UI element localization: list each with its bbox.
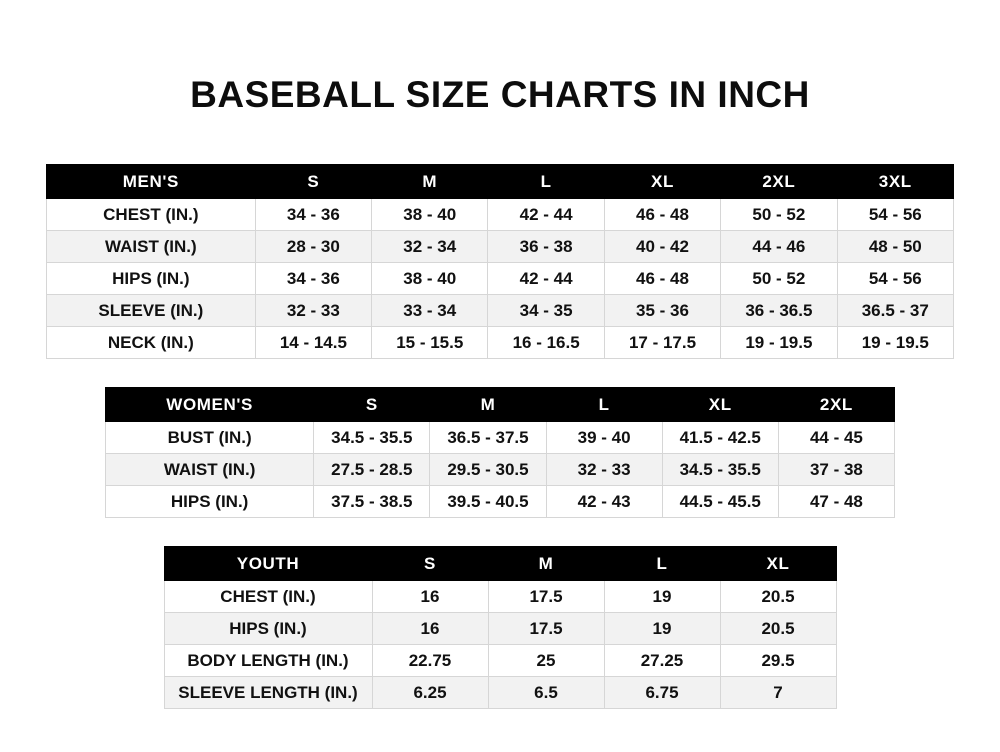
- table-cell: 19: [604, 613, 720, 645]
- column-header: L: [546, 388, 662, 422]
- table-cell: 20.5: [720, 613, 836, 645]
- table-cell: 40 - 42: [604, 231, 720, 263]
- table-cell: 22.75: [372, 645, 488, 677]
- row-label: WAIST (IN.): [106, 454, 314, 486]
- table-row: [47, 263, 954, 295]
- table-cell: 44 - 46: [721, 231, 837, 263]
- row-label: BUST (IN.): [106, 422, 314, 454]
- table-cell: 39 - 40: [546, 422, 662, 454]
- womens-size-table: [105, 387, 895, 518]
- table-cell: 17.5: [488, 613, 604, 645]
- table-cell: 36 - 38: [488, 231, 604, 263]
- table-cell: 42 - 44: [488, 263, 604, 295]
- row-label: CHEST (IN.): [47, 199, 256, 231]
- table-cell: 27.25: [604, 645, 720, 677]
- mens-size-table: [46, 164, 954, 359]
- table-cell: 50 - 52: [721, 199, 837, 231]
- row-label: HIPS (IN.): [47, 263, 256, 295]
- table-cell: 29.5: [720, 645, 836, 677]
- table-cell: 17 - 17.5: [604, 327, 720, 359]
- column-header: M: [488, 547, 604, 581]
- column-header: M: [430, 388, 546, 422]
- table-cell: 36.5 - 37.5: [430, 422, 546, 454]
- table-cell: 42 - 44: [488, 199, 604, 231]
- table-cell: 32 - 33: [546, 454, 662, 486]
- row-label: SLEEVE LENGTH (IN.): [164, 677, 372, 709]
- table-header-row: [47, 165, 954, 199]
- column-header: XL: [720, 547, 836, 581]
- table-row: [164, 613, 836, 645]
- row-label: WAIST (IN.): [47, 231, 256, 263]
- table-cell: 48 - 50: [837, 231, 953, 263]
- table-row: [164, 677, 836, 709]
- table-cell: 6.5: [488, 677, 604, 709]
- table-cell: 32 - 33: [255, 295, 371, 327]
- table-cell: 34 - 35: [488, 295, 604, 327]
- column-header: WOMEN'S: [106, 388, 314, 422]
- table-cell: 38 - 40: [372, 263, 488, 295]
- table-cell: 54 - 56: [837, 263, 953, 295]
- table-cell: 20.5: [720, 581, 836, 613]
- table-row: [164, 581, 836, 613]
- table-cell: 16: [372, 613, 488, 645]
- table-cell: 46 - 48: [604, 199, 720, 231]
- table-cell: 44 - 45: [778, 422, 894, 454]
- row-label: CHEST (IN.): [164, 581, 372, 613]
- table-cell: 14 - 14.5: [255, 327, 371, 359]
- table-cell: 34 - 36: [255, 263, 371, 295]
- row-label: HIPS (IN.): [164, 613, 372, 645]
- table-cell: 36.5 - 37: [837, 295, 953, 327]
- row-label: SLEEVE (IN.): [47, 295, 256, 327]
- row-label: HIPS (IN.): [106, 486, 314, 518]
- row-label: NECK (IN.): [47, 327, 256, 359]
- table-cell: 32 - 34: [372, 231, 488, 263]
- column-header: XL: [662, 388, 778, 422]
- table-cell: 37 - 38: [778, 454, 894, 486]
- column-header: 2XL: [778, 388, 894, 422]
- table-cell: 54 - 56: [837, 199, 953, 231]
- table-cell: 42 - 43: [546, 486, 662, 518]
- table-cell: 33 - 34: [372, 295, 488, 327]
- table-cell: 50 - 52: [721, 263, 837, 295]
- table-row: [164, 645, 836, 677]
- column-header: YOUTH: [164, 547, 372, 581]
- column-header: XL: [604, 165, 720, 199]
- row-label: BODY LENGTH (IN.): [164, 645, 372, 677]
- column-header: MEN'S: [47, 165, 256, 199]
- size-tables-container: [0, 164, 1000, 709]
- table-row: [47, 199, 954, 231]
- table-cell: 16 - 16.5: [488, 327, 604, 359]
- table-cell: 34.5 - 35.5: [314, 422, 430, 454]
- table-row: [47, 327, 954, 359]
- table-cell: 44.5 - 45.5: [662, 486, 778, 518]
- table-cell: 19 - 19.5: [721, 327, 837, 359]
- table-row: [106, 422, 895, 454]
- column-header: S: [372, 547, 488, 581]
- table-cell: 16: [372, 581, 488, 613]
- column-header: 2XL: [721, 165, 837, 199]
- table-cell: 35 - 36: [604, 295, 720, 327]
- column-header: S: [255, 165, 371, 199]
- table-cell: 39.5 - 40.5: [430, 486, 546, 518]
- page-title: BASEBALL SIZE CHARTS IN INCH: [190, 74, 810, 115]
- table-cell: 46 - 48: [604, 263, 720, 295]
- table-row: [47, 231, 954, 263]
- table-cell: 34.5 - 35.5: [662, 454, 778, 486]
- table-cell: 47 - 48: [778, 486, 894, 518]
- table-row: [106, 486, 895, 518]
- table-cell: 17.5: [488, 581, 604, 613]
- table-cell: 6.75: [604, 677, 720, 709]
- youth-size-table: [164, 546, 837, 709]
- table-row: [47, 295, 954, 327]
- table-header-row: [106, 388, 895, 422]
- column-header: M: [372, 165, 488, 199]
- table-cell: 38 - 40: [372, 199, 488, 231]
- table-cell: 7: [720, 677, 836, 709]
- table-cell: 28 - 30: [255, 231, 371, 263]
- column-header: S: [314, 388, 430, 422]
- table-cell: 27.5 - 28.5: [314, 454, 430, 486]
- table-cell: 37.5 - 38.5: [314, 486, 430, 518]
- column-header: L: [488, 165, 604, 199]
- table-cell: 34 - 36: [255, 199, 371, 231]
- table-cell: 15 - 15.5: [372, 327, 488, 359]
- table-cell: 19: [604, 581, 720, 613]
- table-cell: 29.5 - 30.5: [430, 454, 546, 486]
- table-row: [106, 454, 895, 486]
- table-cell: 41.5 - 42.5: [662, 422, 778, 454]
- table-header-row: [164, 547, 836, 581]
- table-cell: 19 - 19.5: [837, 327, 953, 359]
- table-cell: 25: [488, 645, 604, 677]
- column-header: L: [604, 547, 720, 581]
- table-cell: 6.25: [372, 677, 488, 709]
- table-cell: 36 - 36.5: [721, 295, 837, 327]
- column-header: 3XL: [837, 165, 953, 199]
